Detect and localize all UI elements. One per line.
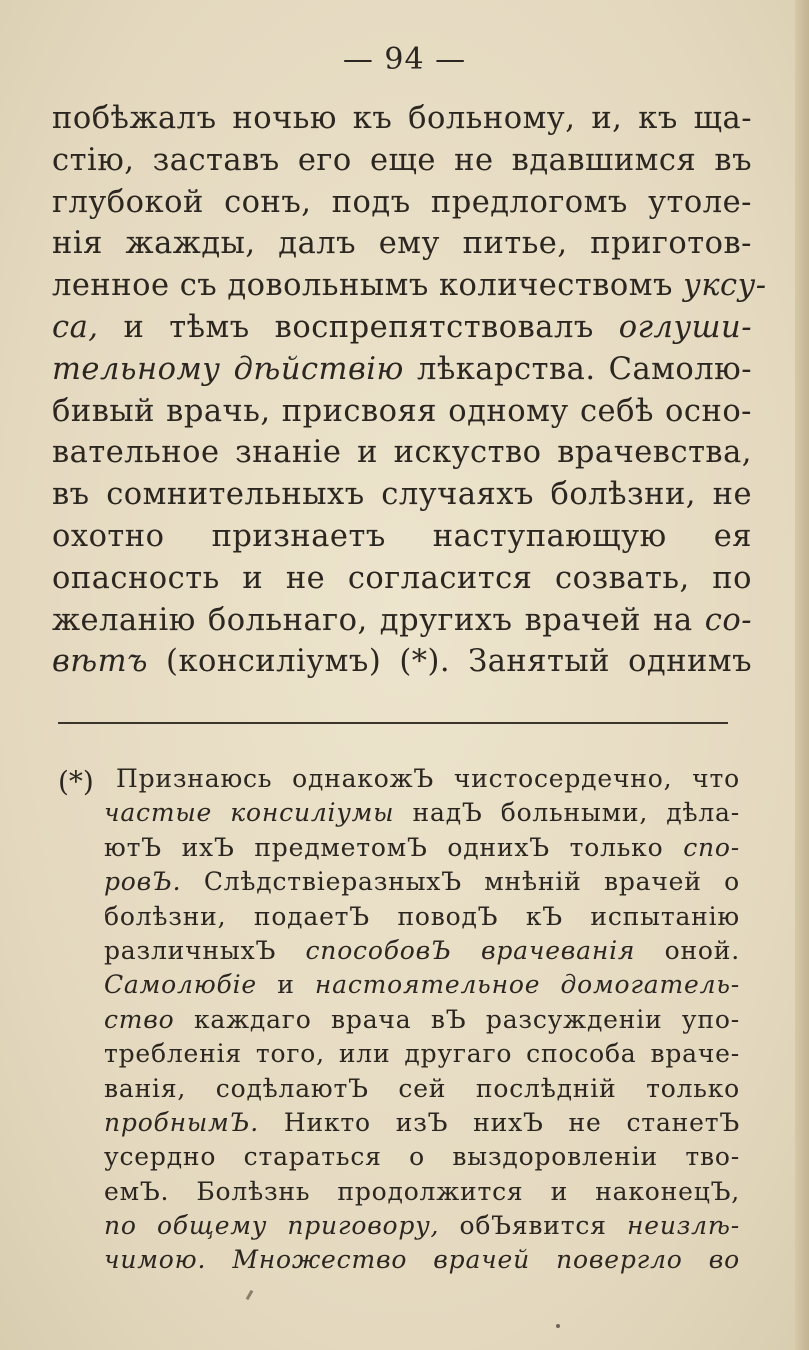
text-segment: побѣжалъ ночью къ больному, и, къ ща- xyxy=(52,101,752,136)
italic-text: ровЪ. xyxy=(104,867,182,897)
footnote-line xyxy=(104,1106,740,1140)
text-line xyxy=(52,474,752,516)
text-segment: ленное съ довольнымъ количествомъ xyxy=(52,268,684,304)
text-line xyxy=(52,140,752,182)
text-segment: (консиліумъ) (*). Занятый однимъ xyxy=(147,644,752,680)
italic-text: по общему приговору, xyxy=(104,1211,440,1241)
footnote-block xyxy=(104,762,740,1278)
footnote-line xyxy=(104,1037,740,1071)
text-segment: опасность и не согласится созвать, по xyxy=(52,560,752,596)
text-segment: въ сомнительныхъ случаяхъ болѣзни, не xyxy=(52,477,752,513)
text-line xyxy=(52,516,752,558)
footnote-line xyxy=(104,1140,740,1174)
text-segment: болѣзни, подаетЪ поводЪ кЪ испытанію xyxy=(104,901,740,931)
text-segment: и тѣмъ воспрепятствовалъ xyxy=(98,309,619,345)
footnote-line xyxy=(104,900,740,934)
text-line xyxy=(52,600,752,642)
italic-text: неизлѣ- xyxy=(626,1211,740,1241)
text-line xyxy=(52,391,752,433)
italic-text: са, xyxy=(52,309,99,345)
footnote-line xyxy=(104,796,740,830)
text-segment: желанію больнаго, другихъ врачей на xyxy=(52,602,705,638)
footnote-line xyxy=(104,1209,740,1243)
footnote-line xyxy=(104,968,740,1002)
italic-text: оглуши- xyxy=(618,309,752,345)
text-segment: нія жажды, далъ ему питье, приготов- xyxy=(52,226,752,262)
page-edge xyxy=(795,0,809,1350)
italic-text: Самолюбіе xyxy=(104,970,257,1000)
paper-speck xyxy=(556,1324,560,1328)
text-segment: надЪ больными, дѣла- xyxy=(394,798,741,828)
text-segment: ванія, содѣлаютЪ сей послѣдній только xyxy=(104,1073,740,1103)
text-segment: ютЪ ихЪ предметомЪ однихЪ только xyxy=(104,832,684,862)
footnote-line xyxy=(104,865,740,899)
text-segment: требленія того, или другаго способа враче- xyxy=(104,1039,740,1069)
footnote-line xyxy=(104,831,740,865)
footnote-line xyxy=(116,762,740,796)
italic-text: со- xyxy=(704,602,752,638)
footnote-line xyxy=(104,1243,740,1277)
page-number: — 94 — xyxy=(342,42,467,77)
italic-text: укcу- xyxy=(683,268,767,304)
footnote-line xyxy=(104,1003,740,1037)
text-segment: вательное знаніе и искуство врачевства, xyxy=(52,435,752,471)
text-line xyxy=(52,307,752,349)
text-segment: каждаго врача вЪ разсужденіи упо- xyxy=(174,1004,740,1034)
text-segment: и xyxy=(257,970,315,1000)
footnote-marker: (*) xyxy=(58,765,94,798)
italic-text: ство xyxy=(104,1004,175,1034)
main-text-block xyxy=(52,98,767,683)
text-line xyxy=(52,98,752,140)
text-segment: обЪявится xyxy=(439,1211,627,1241)
italic-text: пробнымЪ. xyxy=(104,1107,259,1137)
text-segment: охотно признаетъ наступающую ея xyxy=(52,518,752,554)
text-line xyxy=(52,641,752,683)
text-segment: Никто изЪ нихЪ не станетЪ xyxy=(258,1107,740,1137)
italic-text: тельному дѣйствію xyxy=(52,351,404,387)
footnote-rule xyxy=(58,722,728,724)
text-segment: СлѣдствіеразныхЪ мнѣній врачей о xyxy=(181,867,740,897)
text-segment: усердно стараться о выздоровленіи тво- xyxy=(104,1142,740,1172)
text-line xyxy=(52,558,752,600)
text-segment: лѣкарства. Самолю- xyxy=(403,351,752,387)
footnote-line xyxy=(104,1175,740,1209)
italic-text: способовЪ врачеванія xyxy=(305,935,636,965)
text-segment: Признаюсь однакожЪ чистосердечно, что xyxy=(116,764,740,793)
text-segment: бивый врачь, присвояя одному себѣ осно- xyxy=(52,393,752,429)
text-segment: глубокой сонъ, подъ предлогомъ утоле- xyxy=(52,184,752,220)
italic-text: чимою. Множество врачей повергло во xyxy=(104,1245,740,1275)
text-line xyxy=(52,349,752,391)
footnote-line xyxy=(104,934,740,968)
text-line xyxy=(52,182,752,224)
text-line xyxy=(52,223,752,265)
text-segment: оной. xyxy=(635,935,740,965)
paper-speck xyxy=(246,1290,254,1300)
italic-text: настоятельное домогатель- xyxy=(314,970,740,1000)
italic-text: вѣтъ xyxy=(52,644,148,680)
text-segment: емЪ. Болѣзнь продолжится и наконецЪ, xyxy=(104,1176,740,1206)
footnote-line xyxy=(104,1072,740,1106)
italic-text: спо- xyxy=(683,832,740,862)
text-segment: стію, заставъ его еще не вдавшимся въ xyxy=(52,142,752,178)
text-line xyxy=(52,432,752,474)
text-segment: различныхЪ xyxy=(104,935,306,965)
text-line xyxy=(52,265,767,307)
italic-text: частые консиліумы xyxy=(104,798,395,828)
